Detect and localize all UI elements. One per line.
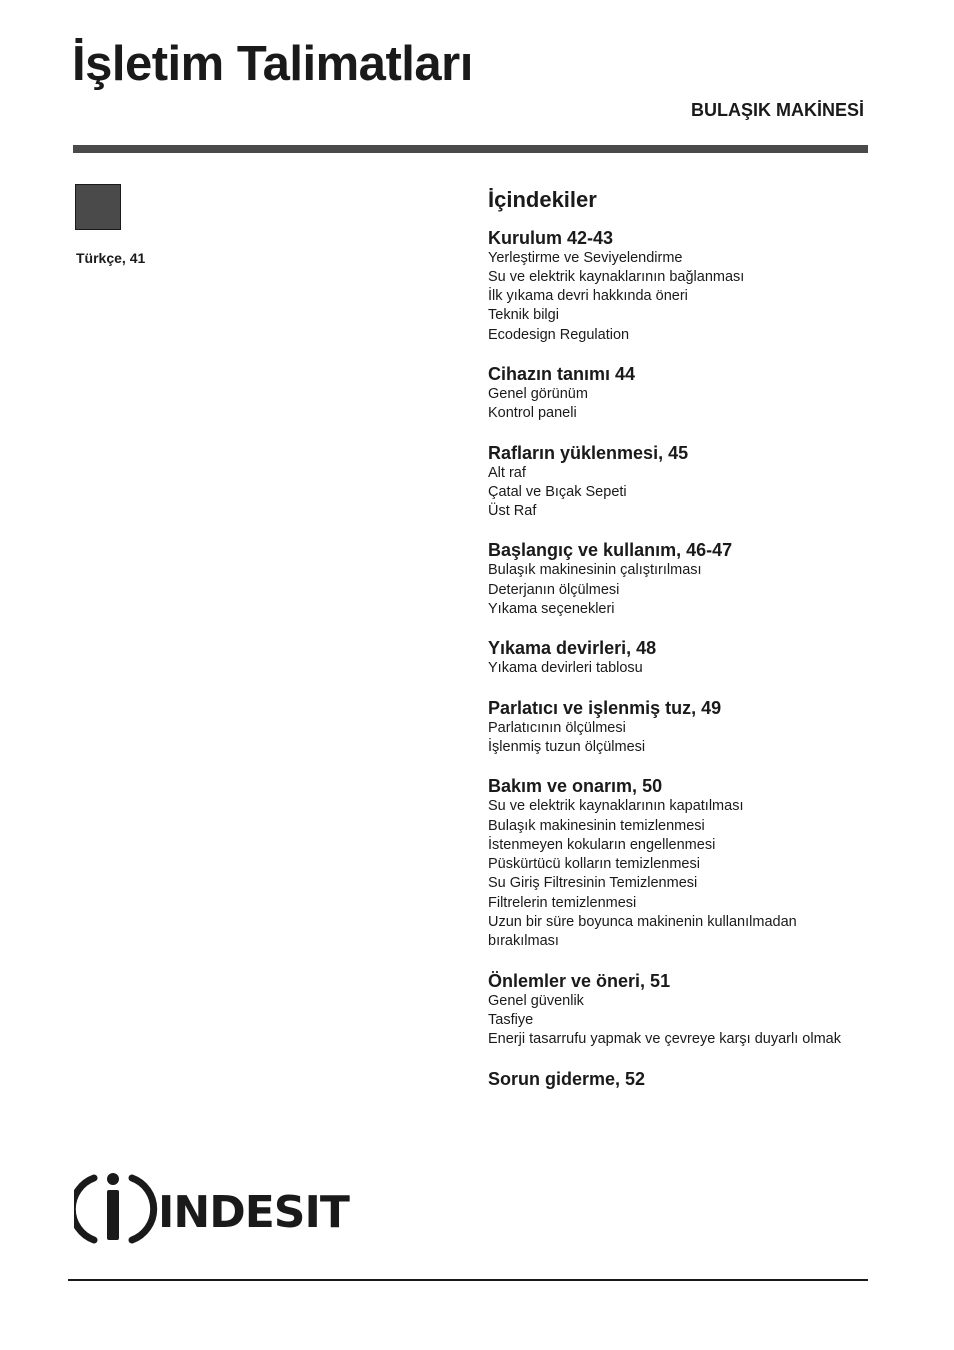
toc-heading: İçindekiler — [488, 187, 597, 212]
toc-section — [488, 1069, 878, 1090]
toc-section-title[interactable]: Yıkama devirleri, 48 — [488, 638, 657, 659]
toc-section — [488, 228, 878, 345]
toc-section-title[interactable]: Sorun giderme, 52 — [488, 1068, 646, 1089]
page-title: İşletim Talimatları — [72, 37, 473, 91]
toc-item[interactable]: İstenmeyen kokuların engellenmesi — [488, 836, 716, 853]
toc-section — [488, 540, 878, 619]
toc-item[interactable]: Teknik bilgi — [488, 307, 559, 324]
product-type: BULAŞIK MAKİNESİ — [690, 100, 864, 120]
toc-item[interactable]: Tasfiye — [488, 1011, 534, 1028]
toc-section-title[interactable]: Başlangıç ve kullanım, 46-47 — [488, 540, 733, 561]
toc-item[interactable]: İşlenmiş tuzun ölçülmesi — [488, 738, 646, 755]
language-marker-square — [75, 184, 121, 230]
toc-item[interactable]: Su ve elektrik kaynaklarının kapatılması — [488, 798, 744, 815]
toc-item[interactable]: Püskürtücü kolların temizlenmesi — [488, 856, 700, 873]
toc-section — [488, 364, 878, 424]
logo-wordmark: INDESIT — [158, 1187, 349, 1238]
toc-item[interactable]: Filtrelerin temizlenmesi — [488, 894, 637, 911]
toc-item[interactable]: Bulaşık makinesinin temizlenmesi — [488, 817, 705, 834]
toc-item[interactable]: Üst Raf — [488, 503, 537, 520]
toc-section-title[interactable]: Cihazın tanımı 44 — [488, 363, 636, 384]
toc-section — [488, 638, 878, 678]
toc-item[interactable]: Yıkama devirleri tablosu — [488, 660, 643, 677]
toc-item[interactable]: Kontrol paneli — [488, 405, 577, 422]
indesit-logo — [74, 1168, 354, 1248]
toc-item[interactable]: Çatal ve Bıçak Sepeti — [488, 483, 627, 500]
toc-section-title[interactable]: Önlemler ve öneri, 51 — [488, 970, 671, 991]
toc-item[interactable]: Bulaşık makinesinin çalıştırılması — [488, 562, 702, 579]
toc-section — [488, 698, 878, 758]
toc-item[interactable]: Ecodesign Regulation — [488, 326, 630, 343]
toc-item[interactable]: İlk yıkama devri hakkında öneri — [488, 288, 688, 305]
toc-item[interactable]: Genel görünüm — [488, 385, 588, 402]
toc-section-title[interactable]: Parlatıcı ve işlenmiş tuz, 49 — [488, 697, 722, 718]
toc-item[interactable]: Su ve elektrik kaynaklarının bağlanması — [488, 268, 745, 285]
language-page-link[interactable]: Türkçe, 41 — [76, 250, 146, 266]
toc-item[interactable]: Alt raf — [488, 464, 526, 481]
toc-section — [488, 971, 878, 1050]
toc-section-title[interactable]: Bakım ve onarım, 50 — [488, 776, 663, 797]
toc-item[interactable]: Yıkama seçenekleri — [488, 601, 615, 618]
toc-section-title[interactable]: Kurulum 42-43 — [488, 227, 614, 248]
footer-divider-line — [68, 1279, 868, 1281]
toc-section — [488, 776, 878, 951]
toc-item[interactable]: Parlatıcının ölçülmesi — [488, 719, 626, 736]
toc-item[interactable]: Yerleştirme ve Seviyelendirme — [488, 249, 683, 266]
toc-section-title[interactable]: Rafların yüklenmesi, 45 — [488, 442, 689, 463]
indesit-logo-icon — [74, 1173, 154, 1240]
toc-item[interactable]: Deterjanın ölçülmesi — [488, 581, 620, 598]
header-divider-bar — [73, 145, 868, 153]
toc-section — [488, 443, 878, 522]
toc-sections — [488, 228, 878, 1090]
toc-item[interactable]: bırakılması — [488, 933, 559, 950]
toc-item[interactable]: Enerji tasarrufu yapmak ve çevreye karşı duyarlı olmak — [488, 1031, 841, 1048]
toc-item[interactable]: Genel güvenlik — [488, 992, 584, 1009]
table-of-contents — [488, 186, 878, 1109]
toc-item[interactable]: Uzun bir süre boyunca makinenin kullanılmadan — [488, 914, 797, 931]
toc-item[interactable]: Su Giriş Filtresinin Temizlenmesi — [488, 875, 698, 892]
